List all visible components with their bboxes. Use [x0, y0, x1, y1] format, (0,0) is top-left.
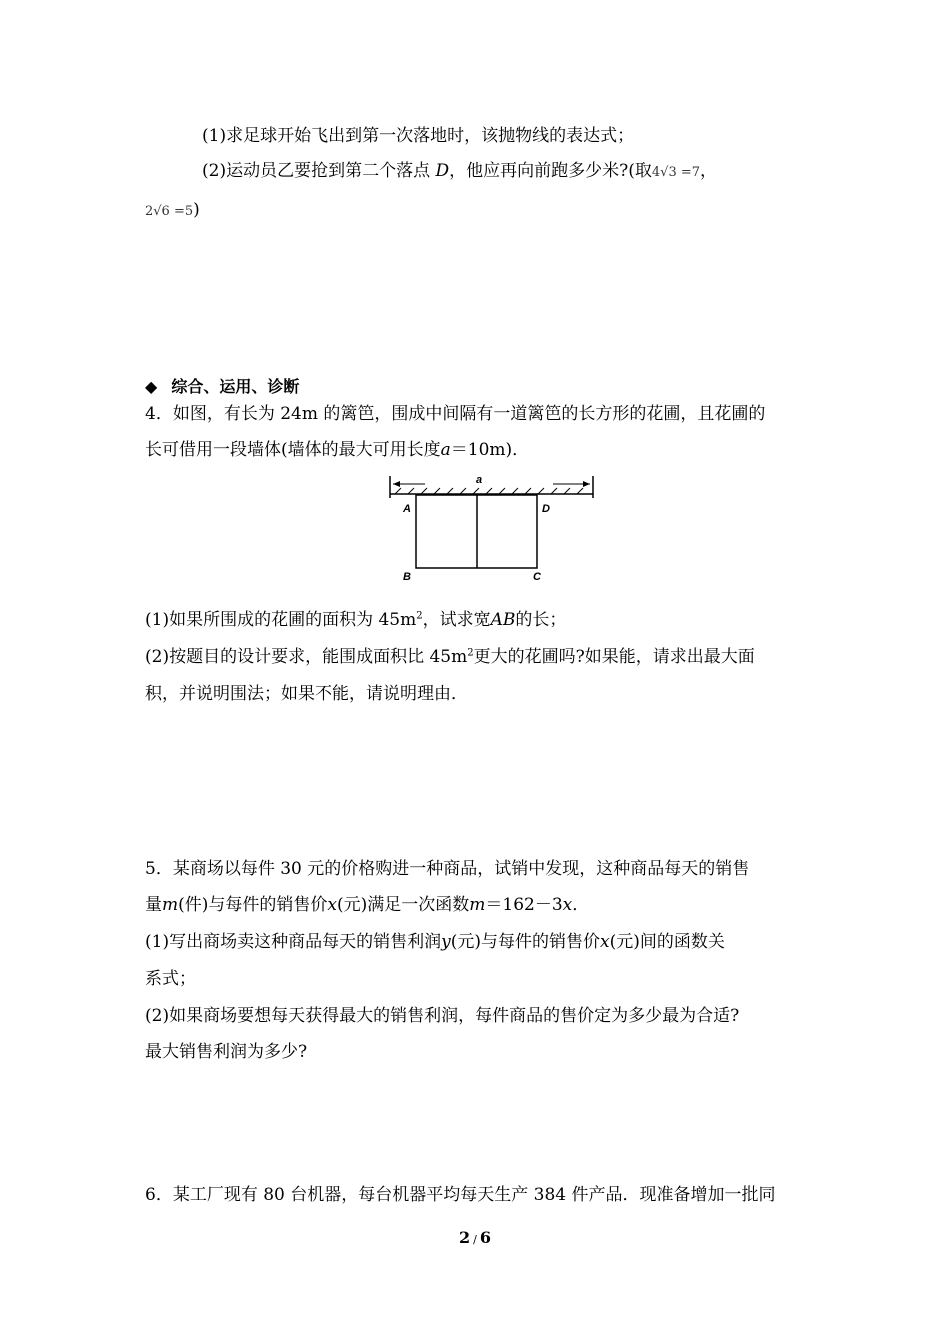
label-B: B — [403, 571, 411, 583]
label-A: A — [403, 503, 411, 515]
q5-part1-line1: (1)写出商场卖这种商品每天的销售利润y(元)与每件的销售价x(元)间的函数关 — [145, 932, 725, 952]
wall-hatching — [395, 488, 583, 494]
q6-stem-line1: 6．某工厂现有 80 台机器，每台机器平均每天生产 384 件产品．现准备增加一批同 — [145, 1185, 776, 1205]
q4-stem-line2: 长可借用一段墙体(墙体的最大可用长度a＝10m)． — [145, 440, 530, 460]
q4-part2-line1: (2)按题目的设计要求，能围成面积比 $45m^2$更大的花圃吗?如果能，请求出最大面 — [145, 647, 755, 667]
q5-part1-line2: 系式； — [145, 969, 196, 989]
section-title: 综合、运用、诊断 — [171, 377, 300, 396]
dimension-arrow-right — [553, 481, 590, 487]
q5-stem-line2: 量m(件)与每件的销售价x(元)满足一次函数m＝162－3x． — [145, 895, 590, 915]
approx-4sqrt3: 4√3 =7 — [651, 165, 701, 180]
q4-part1: (1)如果所围成的花圃的面积为 $45m^2$，试求宽AB的长； — [145, 610, 567, 630]
q5-stem-line1: 5．某商场以每件 30 元的价格购进一种商品，试销中发现，这种商品每天的销售 — [145, 859, 750, 879]
q3-part2-cont: 2√6 =5) — [145, 200, 200, 220]
garden-figure — [385, 470, 605, 586]
diamond-icon: ◆ — [145, 377, 158, 396]
q5-part2-line2: 最大销售利润为多少? — [145, 1042, 308, 1062]
approx-2sqrt6: 2√6 =5 — [145, 204, 194, 219]
q3-part1: (1)求足球开始飞出到第一次落地时，该抛物线的表达式； — [202, 126, 635, 146]
q3-part2: (2)运动员乙要抢到第二个落点 D，他应再向前跑多少米?(取4√3 =7， — [202, 161, 718, 181]
q5-part2-line1: (2)如果商场要想每天获得最大的销售利润，每件商品的售价定为多少最为合适? — [145, 1006, 740, 1026]
dimension-arrow-left — [393, 481, 425, 487]
label-D: D — [542, 503, 550, 515]
q4-stem-line1: 4．如图，有长为 24m 的篱笆，围成中间隔有一道篱笆的长方形的花圃，且花圃的 — [145, 404, 766, 424]
label-a: a — [476, 474, 483, 486]
page-number: 2 / 6 — [459, 1228, 491, 1247]
label-C: C — [533, 571, 541, 583]
section-header — [145, 375, 810, 399]
q4-part2-line2: 积，并说明围法；如果不能，请说明理由． — [145, 684, 468, 704]
